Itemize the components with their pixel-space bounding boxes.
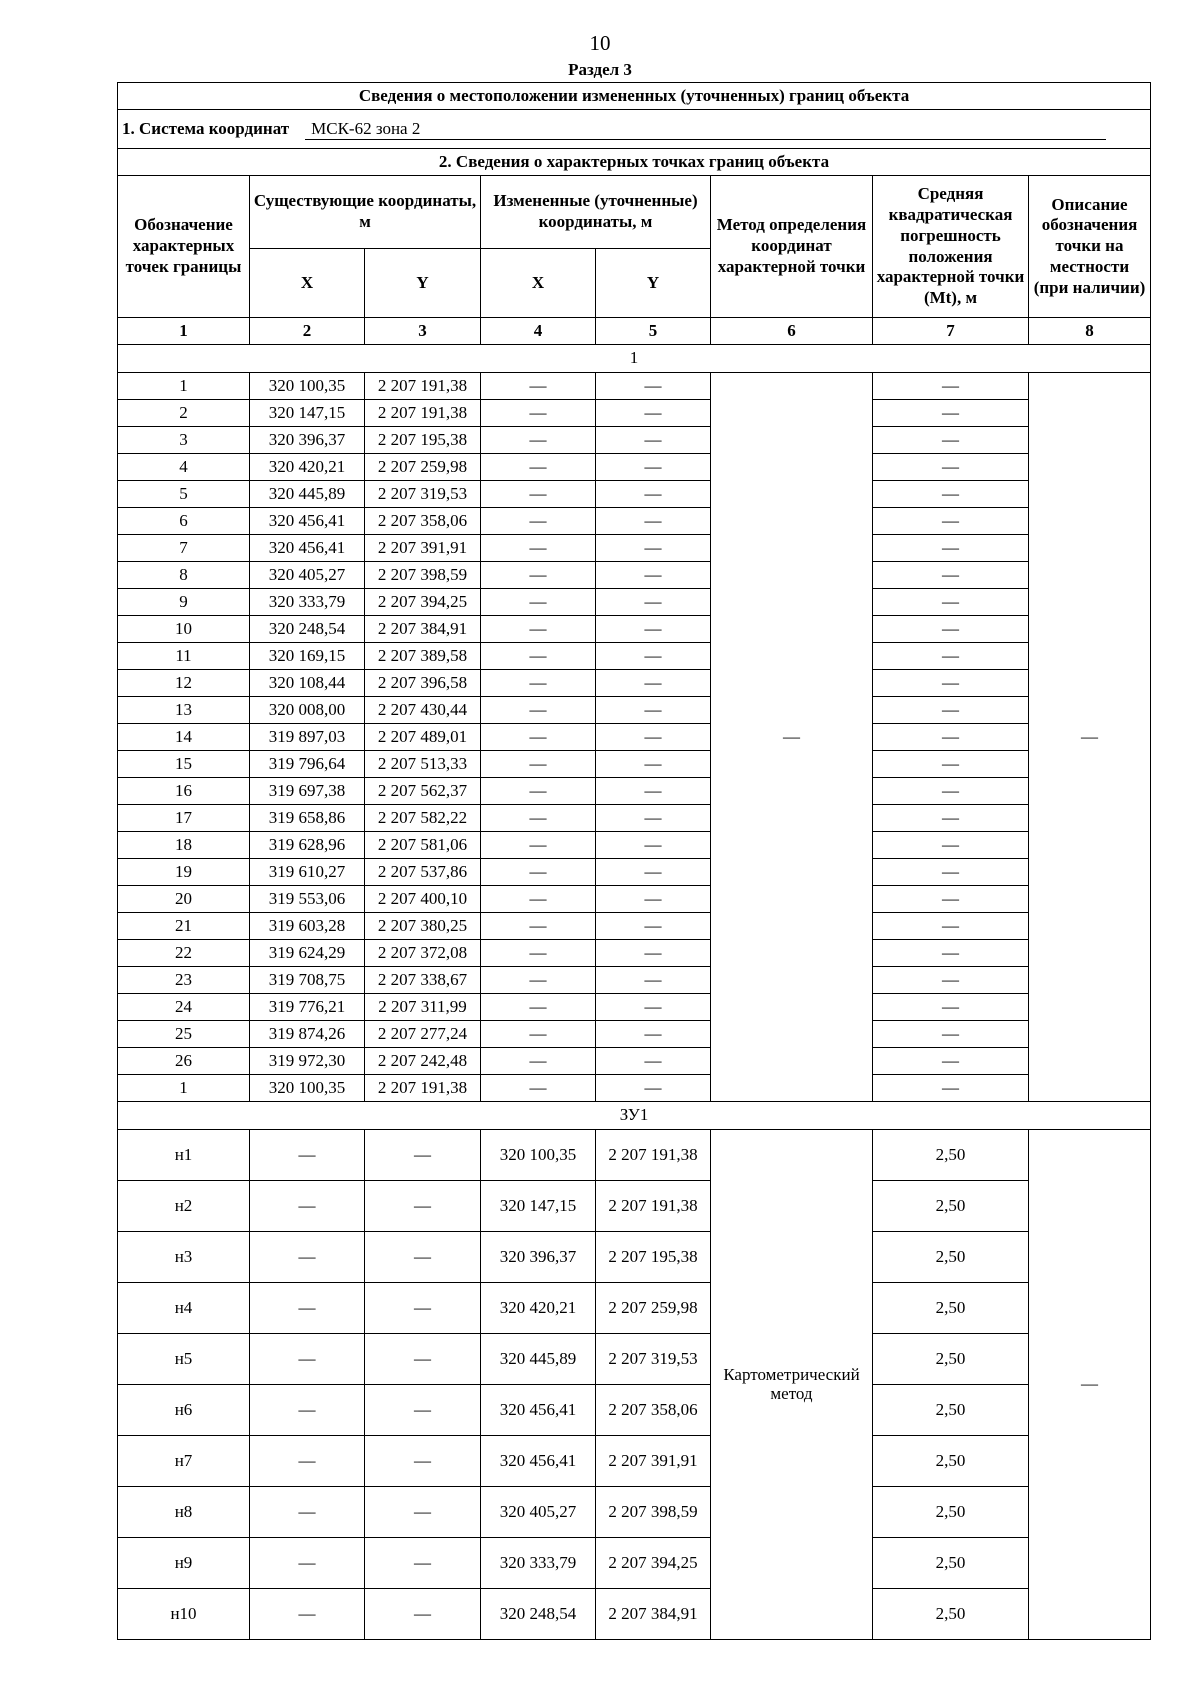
updated-y: — xyxy=(596,562,711,589)
description-cell: — xyxy=(1029,1130,1151,1640)
table-row xyxy=(118,832,1151,859)
point-designation: н4 xyxy=(118,1283,250,1334)
table-row xyxy=(118,859,1151,886)
existing-x: — xyxy=(250,1487,365,1538)
existing-y: 2 207 191,38 xyxy=(365,373,481,400)
updated-x: — xyxy=(481,589,596,616)
mean-square-error: — xyxy=(873,1075,1029,1102)
updated-x: — xyxy=(481,562,596,589)
column-number: 5 xyxy=(596,318,711,345)
table-row xyxy=(118,481,1151,508)
existing-y: 2 207 581,06 xyxy=(365,832,481,859)
table-row xyxy=(118,1487,1151,1538)
table-row xyxy=(118,589,1151,616)
existing-y: 2 207 384,91 xyxy=(365,616,481,643)
point-designation: 21 xyxy=(118,913,250,940)
existing-x: — xyxy=(250,1334,365,1385)
existing-x: 319 697,38 xyxy=(250,778,365,805)
mean-square-error: 2,50 xyxy=(873,1589,1029,1640)
updated-y: — xyxy=(596,1021,711,1048)
mean-square-error: — xyxy=(873,1048,1029,1075)
existing-y: 2 207 562,37 xyxy=(365,778,481,805)
existing-y: — xyxy=(365,1538,481,1589)
section-title: Раздел 3 xyxy=(568,60,632,79)
group-header-row xyxy=(118,345,1151,373)
existing-y: — xyxy=(365,1181,481,1232)
mean-square-error: — xyxy=(873,697,1029,724)
updated-x: — xyxy=(481,778,596,805)
existing-x: 320 405,27 xyxy=(250,562,365,589)
existing-x: 320 100,35 xyxy=(250,373,365,400)
updated-x: — xyxy=(481,832,596,859)
mean-square-error: 2,50 xyxy=(873,1181,1029,1232)
existing-y: 2 207 319,53 xyxy=(365,481,481,508)
mean-square-error: — xyxy=(873,859,1029,886)
updated-x: — xyxy=(481,427,596,454)
existing-x: — xyxy=(250,1232,365,1283)
coordinate-system-value: МСК-62 зона 2 xyxy=(305,119,1106,140)
updated-y: 2 207 394,25 xyxy=(596,1538,711,1589)
updated-x: 320 456,41 xyxy=(481,1385,596,1436)
updated-y: — xyxy=(596,724,711,751)
updated-y: — xyxy=(596,400,711,427)
existing-y: 2 207 191,38 xyxy=(365,1075,481,1102)
point-designation: 10 xyxy=(118,616,250,643)
updated-x: 320 420,21 xyxy=(481,1283,596,1334)
table-row xyxy=(118,373,1151,400)
column-numbers-row xyxy=(118,318,1151,345)
updated-y: 2 207 358,06 xyxy=(596,1385,711,1436)
updated-y: 2 207 384,91 xyxy=(596,1589,711,1640)
group-label: 1 xyxy=(118,345,1151,373)
mean-square-error: 2,50 xyxy=(873,1436,1029,1487)
existing-x: 320 396,37 xyxy=(250,427,365,454)
existing-y: 2 207 537,86 xyxy=(365,859,481,886)
mean-square-error: — xyxy=(873,913,1029,940)
mean-square-error: — xyxy=(873,724,1029,751)
point-designation: 25 xyxy=(118,1021,250,1048)
header-updated-x: X xyxy=(481,249,596,318)
point-designation: н6 xyxy=(118,1385,250,1436)
existing-x: 320 169,15 xyxy=(250,643,365,670)
point-designation: 20 xyxy=(118,886,250,913)
updated-y: 2 207 195,38 xyxy=(596,1232,711,1283)
point-designation: 24 xyxy=(118,994,250,1021)
point-designation: н1 xyxy=(118,1130,250,1181)
existing-y: 2 207 389,58 xyxy=(365,643,481,670)
updated-y: — xyxy=(596,373,711,400)
updated-x: — xyxy=(481,643,596,670)
updated-y: — xyxy=(596,859,711,886)
existing-y: 2 207 380,25 xyxy=(365,913,481,940)
updated-x: 320 445,89 xyxy=(481,1334,596,1385)
existing-y: — xyxy=(365,1436,481,1487)
existing-y: 2 207 430,44 xyxy=(365,697,481,724)
updated-y: — xyxy=(596,589,711,616)
existing-y: 2 207 242,48 xyxy=(365,1048,481,1075)
updated-x: 320 248,54 xyxy=(481,1589,596,1640)
table-row xyxy=(118,643,1151,670)
existing-x: 319 658,86 xyxy=(250,805,365,832)
existing-x: 319 628,96 xyxy=(250,832,365,859)
updated-y: 2 207 319,53 xyxy=(596,1334,711,1385)
point-designation: 9 xyxy=(118,589,250,616)
updated-x: — xyxy=(481,967,596,994)
updated-y: 2 207 191,38 xyxy=(596,1130,711,1181)
existing-y: 2 207 513,33 xyxy=(365,751,481,778)
method-cell: Картометрический метод xyxy=(711,1130,873,1640)
table-row xyxy=(118,967,1151,994)
point-designation: 16 xyxy=(118,778,250,805)
updated-y: — xyxy=(596,913,711,940)
table-row xyxy=(118,1075,1151,1102)
table-row xyxy=(118,1589,1151,1640)
existing-x: 320 456,41 xyxy=(250,535,365,562)
mean-square-error: — xyxy=(873,481,1029,508)
mean-square-error: — xyxy=(873,400,1029,427)
mean-square-error: — xyxy=(873,751,1029,778)
point-designation: н2 xyxy=(118,1181,250,1232)
header-existing-x: X xyxy=(250,249,365,318)
column-number: 7 xyxy=(873,318,1029,345)
table-row xyxy=(118,724,1151,751)
table-row xyxy=(118,508,1151,535)
existing-x: 320 100,35 xyxy=(250,1075,365,1102)
header-point-designation: Обозначение характерных точек границы xyxy=(118,176,250,318)
point-designation: 17 xyxy=(118,805,250,832)
header-method: Метод определения координат характерной точки xyxy=(711,176,873,318)
mean-square-error: — xyxy=(873,508,1029,535)
mean-square-error: — xyxy=(873,643,1029,670)
updated-x: — xyxy=(481,859,596,886)
existing-x: 320 248,54 xyxy=(250,616,365,643)
updated-y: — xyxy=(596,751,711,778)
existing-x: 319 776,21 xyxy=(250,994,365,1021)
table-row xyxy=(118,778,1151,805)
existing-y: — xyxy=(365,1385,481,1436)
group-label: ЗУ1 xyxy=(118,1102,1151,1130)
existing-x: — xyxy=(250,1283,365,1334)
updated-y: 2 207 259,98 xyxy=(596,1283,711,1334)
point-designation: 8 xyxy=(118,562,250,589)
point-designation: 15 xyxy=(118,751,250,778)
existing-x: 319 603,28 xyxy=(250,913,365,940)
updated-y: — xyxy=(596,994,711,1021)
updated-y: 2 207 398,59 xyxy=(596,1487,711,1538)
mean-square-error: 2,50 xyxy=(873,1385,1029,1436)
point-designation: 7 xyxy=(118,535,250,562)
points-info-title: 2. Сведения о характерных точках границ объекта xyxy=(118,149,1151,176)
updated-x: 320 147,15 xyxy=(481,1181,596,1232)
existing-y: 2 207 358,06 xyxy=(365,508,481,535)
table-row xyxy=(118,994,1151,1021)
column-number: 1 xyxy=(118,318,250,345)
header-existing-y: Y xyxy=(365,249,481,318)
point-designation: 18 xyxy=(118,832,250,859)
updated-y: — xyxy=(596,616,711,643)
updated-x: 320 333,79 xyxy=(481,1538,596,1589)
mean-square-error: 2,50 xyxy=(873,1487,1029,1538)
updated-x: — xyxy=(481,913,596,940)
existing-y: 2 207 398,59 xyxy=(365,562,481,589)
point-designation: н3 xyxy=(118,1232,250,1283)
table-row xyxy=(118,940,1151,967)
existing-x: 320 456,41 xyxy=(250,508,365,535)
updated-x: — xyxy=(481,994,596,1021)
existing-y: 2 207 311,99 xyxy=(365,994,481,1021)
header-description: Описание обозначения точки на местности (при наличии) xyxy=(1029,176,1151,318)
existing-y: 2 207 259,98 xyxy=(365,454,481,481)
mean-square-error: — xyxy=(873,454,1029,481)
updated-x: 320 100,35 xyxy=(481,1130,596,1181)
mean-square-error: 2,50 xyxy=(873,1130,1029,1181)
table-row xyxy=(118,400,1151,427)
existing-y: 2 207 391,91 xyxy=(365,535,481,562)
updated-x: — xyxy=(481,481,596,508)
existing-x: — xyxy=(250,1385,365,1436)
mean-square-error: — xyxy=(873,535,1029,562)
point-designation: 2 xyxy=(118,400,250,427)
point-designation: 12 xyxy=(118,670,250,697)
existing-y: — xyxy=(365,1232,481,1283)
existing-x: — xyxy=(250,1589,365,1640)
existing-y: 2 207 338,67 xyxy=(365,967,481,994)
table-row xyxy=(118,751,1151,778)
updated-y: — xyxy=(596,940,711,967)
table-row xyxy=(118,1436,1151,1487)
column-number: 8 xyxy=(1029,318,1151,345)
mean-square-error: — xyxy=(873,778,1029,805)
existing-y: 2 207 195,38 xyxy=(365,427,481,454)
existing-x: 319 874,26 xyxy=(250,1021,365,1048)
updated-y: — xyxy=(596,778,711,805)
updated-x: — xyxy=(481,400,596,427)
mean-square-error: — xyxy=(873,589,1029,616)
updated-x: — xyxy=(481,805,596,832)
point-designation: 22 xyxy=(118,940,250,967)
updated-x: 320 456,41 xyxy=(481,1436,596,1487)
updated-x: — xyxy=(481,751,596,778)
boundary-points-table xyxy=(117,82,1151,1640)
table-title: Сведения о местоположении измененных (уточненных) границ объекта xyxy=(118,83,1151,110)
table-row xyxy=(118,1232,1151,1283)
updated-y: — xyxy=(596,535,711,562)
updated-x: — xyxy=(481,724,596,751)
description-cell: — xyxy=(1029,373,1151,1102)
updated-x: — xyxy=(481,940,596,967)
existing-x: 319 796,64 xyxy=(250,751,365,778)
updated-x: — xyxy=(481,886,596,913)
point-designation: 4 xyxy=(118,454,250,481)
updated-y: 2 207 191,38 xyxy=(596,1181,711,1232)
mean-square-error: — xyxy=(873,427,1029,454)
mean-square-error: 2,50 xyxy=(873,1283,1029,1334)
point-designation: 23 xyxy=(118,967,250,994)
table-row xyxy=(118,913,1151,940)
table-row xyxy=(118,1021,1151,1048)
table-row xyxy=(118,562,1151,589)
mean-square-error: — xyxy=(873,562,1029,589)
coordinate-system-label: 1. Система координат xyxy=(122,118,290,138)
column-number: 3 xyxy=(365,318,481,345)
updated-x: — xyxy=(481,670,596,697)
updated-y: — xyxy=(596,481,711,508)
existing-x: 320 333,79 xyxy=(250,589,365,616)
updated-y: — xyxy=(596,697,711,724)
mean-square-error: — xyxy=(873,373,1029,400)
existing-y: 2 207 396,58 xyxy=(365,670,481,697)
existing-y: 2 207 372,08 xyxy=(365,940,481,967)
existing-y: 2 207 394,25 xyxy=(365,589,481,616)
table-row xyxy=(118,616,1151,643)
updated-x: 320 396,37 xyxy=(481,1232,596,1283)
updated-x: — xyxy=(481,454,596,481)
mean-square-error: — xyxy=(873,805,1029,832)
updated-x: 320 405,27 xyxy=(481,1487,596,1538)
existing-x: 320 420,21 xyxy=(250,454,365,481)
existing-y: 2 207 191,38 xyxy=(365,400,481,427)
mean-square-error: 2,50 xyxy=(873,1334,1029,1385)
updated-x: — xyxy=(481,697,596,724)
point-designation: н8 xyxy=(118,1487,250,1538)
updated-y: — xyxy=(596,427,711,454)
point-designation: 26 xyxy=(118,1048,250,1075)
existing-x: 320 445,89 xyxy=(250,481,365,508)
existing-x: 319 897,03 xyxy=(250,724,365,751)
header-mean-square-error: Средняя квадратическая погрешность положения характерной точки (Mt), м xyxy=(873,176,1029,318)
existing-y: — xyxy=(365,1487,481,1538)
table-row xyxy=(118,427,1151,454)
existing-x: 320 008,00 xyxy=(250,697,365,724)
existing-x: 320 147,15 xyxy=(250,400,365,427)
point-designation: н7 xyxy=(118,1436,250,1487)
coordinate-system-row xyxy=(118,110,1151,149)
updated-y: — xyxy=(596,805,711,832)
point-designation: 6 xyxy=(118,508,250,535)
updated-y: — xyxy=(596,508,711,535)
existing-y: — xyxy=(365,1589,481,1640)
existing-x: 319 972,30 xyxy=(250,1048,365,1075)
page-number: 10 xyxy=(589,31,611,55)
table-row xyxy=(118,1130,1151,1181)
updated-y: — xyxy=(596,967,711,994)
column-number: 2 xyxy=(250,318,365,345)
existing-y: — xyxy=(365,1334,481,1385)
method-cell: — xyxy=(711,373,873,1102)
mean-square-error: — xyxy=(873,994,1029,1021)
point-designation: 19 xyxy=(118,859,250,886)
updated-y: — xyxy=(596,1075,711,1102)
point-designation: 14 xyxy=(118,724,250,751)
header-updated-coordinates: Измененные (уточненные) координаты, м xyxy=(481,176,711,249)
table-row xyxy=(118,1538,1151,1589)
mean-square-error: — xyxy=(873,832,1029,859)
point-designation: н5 xyxy=(118,1334,250,1385)
table-row xyxy=(118,1334,1151,1385)
updated-x: — xyxy=(481,616,596,643)
existing-x: — xyxy=(250,1181,365,1232)
updated-x: — xyxy=(481,1021,596,1048)
column-number: 6 xyxy=(711,318,873,345)
table-row xyxy=(118,1385,1151,1436)
existing-x: 319 553,06 xyxy=(250,886,365,913)
updated-y: 2 207 391,91 xyxy=(596,1436,711,1487)
existing-y: 2 207 400,10 xyxy=(365,886,481,913)
existing-x: 319 708,75 xyxy=(250,967,365,994)
point-designation: 5 xyxy=(118,481,250,508)
existing-x: 319 624,29 xyxy=(250,940,365,967)
existing-y: — xyxy=(365,1130,481,1181)
table-row xyxy=(118,1181,1151,1232)
point-designation: н9 xyxy=(118,1538,250,1589)
updated-x: — xyxy=(481,535,596,562)
existing-y: 2 207 277,24 xyxy=(365,1021,481,1048)
point-designation: 1 xyxy=(118,373,250,400)
table-row xyxy=(118,1283,1151,1334)
updated-y: — xyxy=(596,643,711,670)
mean-square-error: — xyxy=(873,670,1029,697)
table-row xyxy=(118,886,1151,913)
existing-x: — xyxy=(250,1130,365,1181)
header-existing-coordinates: Существующие координаты, м xyxy=(250,176,481,249)
existing-x: — xyxy=(250,1436,365,1487)
existing-y: — xyxy=(365,1283,481,1334)
existing-y: 2 207 489,01 xyxy=(365,724,481,751)
existing-x: — xyxy=(250,1538,365,1589)
updated-x: — xyxy=(481,508,596,535)
updated-y: — xyxy=(596,1048,711,1075)
point-designation: 3 xyxy=(118,427,250,454)
table-row xyxy=(118,697,1151,724)
point-designation: 13 xyxy=(118,697,250,724)
updated-y: — xyxy=(596,832,711,859)
updated-y: — xyxy=(596,886,711,913)
existing-x: 319 610,27 xyxy=(250,859,365,886)
table-row xyxy=(118,670,1151,697)
updated-x: — xyxy=(481,1048,596,1075)
table-row xyxy=(118,805,1151,832)
mean-square-error: — xyxy=(873,886,1029,913)
point-designation: 11 xyxy=(118,643,250,670)
existing-x: 320 108,44 xyxy=(250,670,365,697)
table-row xyxy=(118,1048,1151,1075)
mean-square-error: — xyxy=(873,940,1029,967)
updated-y: — xyxy=(596,670,711,697)
group-header-row xyxy=(118,1102,1151,1130)
updated-y: — xyxy=(596,454,711,481)
column-number: 4 xyxy=(481,318,596,345)
point-designation: н10 xyxy=(118,1589,250,1640)
table-row xyxy=(118,454,1151,481)
header-updated-y: Y xyxy=(596,249,711,318)
mean-square-error: 2,50 xyxy=(873,1232,1029,1283)
point-designation: 1 xyxy=(118,1075,250,1102)
table-row xyxy=(118,535,1151,562)
updated-x: — xyxy=(481,1075,596,1102)
updated-x: — xyxy=(481,373,596,400)
mean-square-error: — xyxy=(873,967,1029,994)
mean-square-error: — xyxy=(873,1021,1029,1048)
mean-square-error: 2,50 xyxy=(873,1538,1029,1589)
existing-y: 2 207 582,22 xyxy=(365,805,481,832)
mean-square-error: — xyxy=(873,616,1029,643)
